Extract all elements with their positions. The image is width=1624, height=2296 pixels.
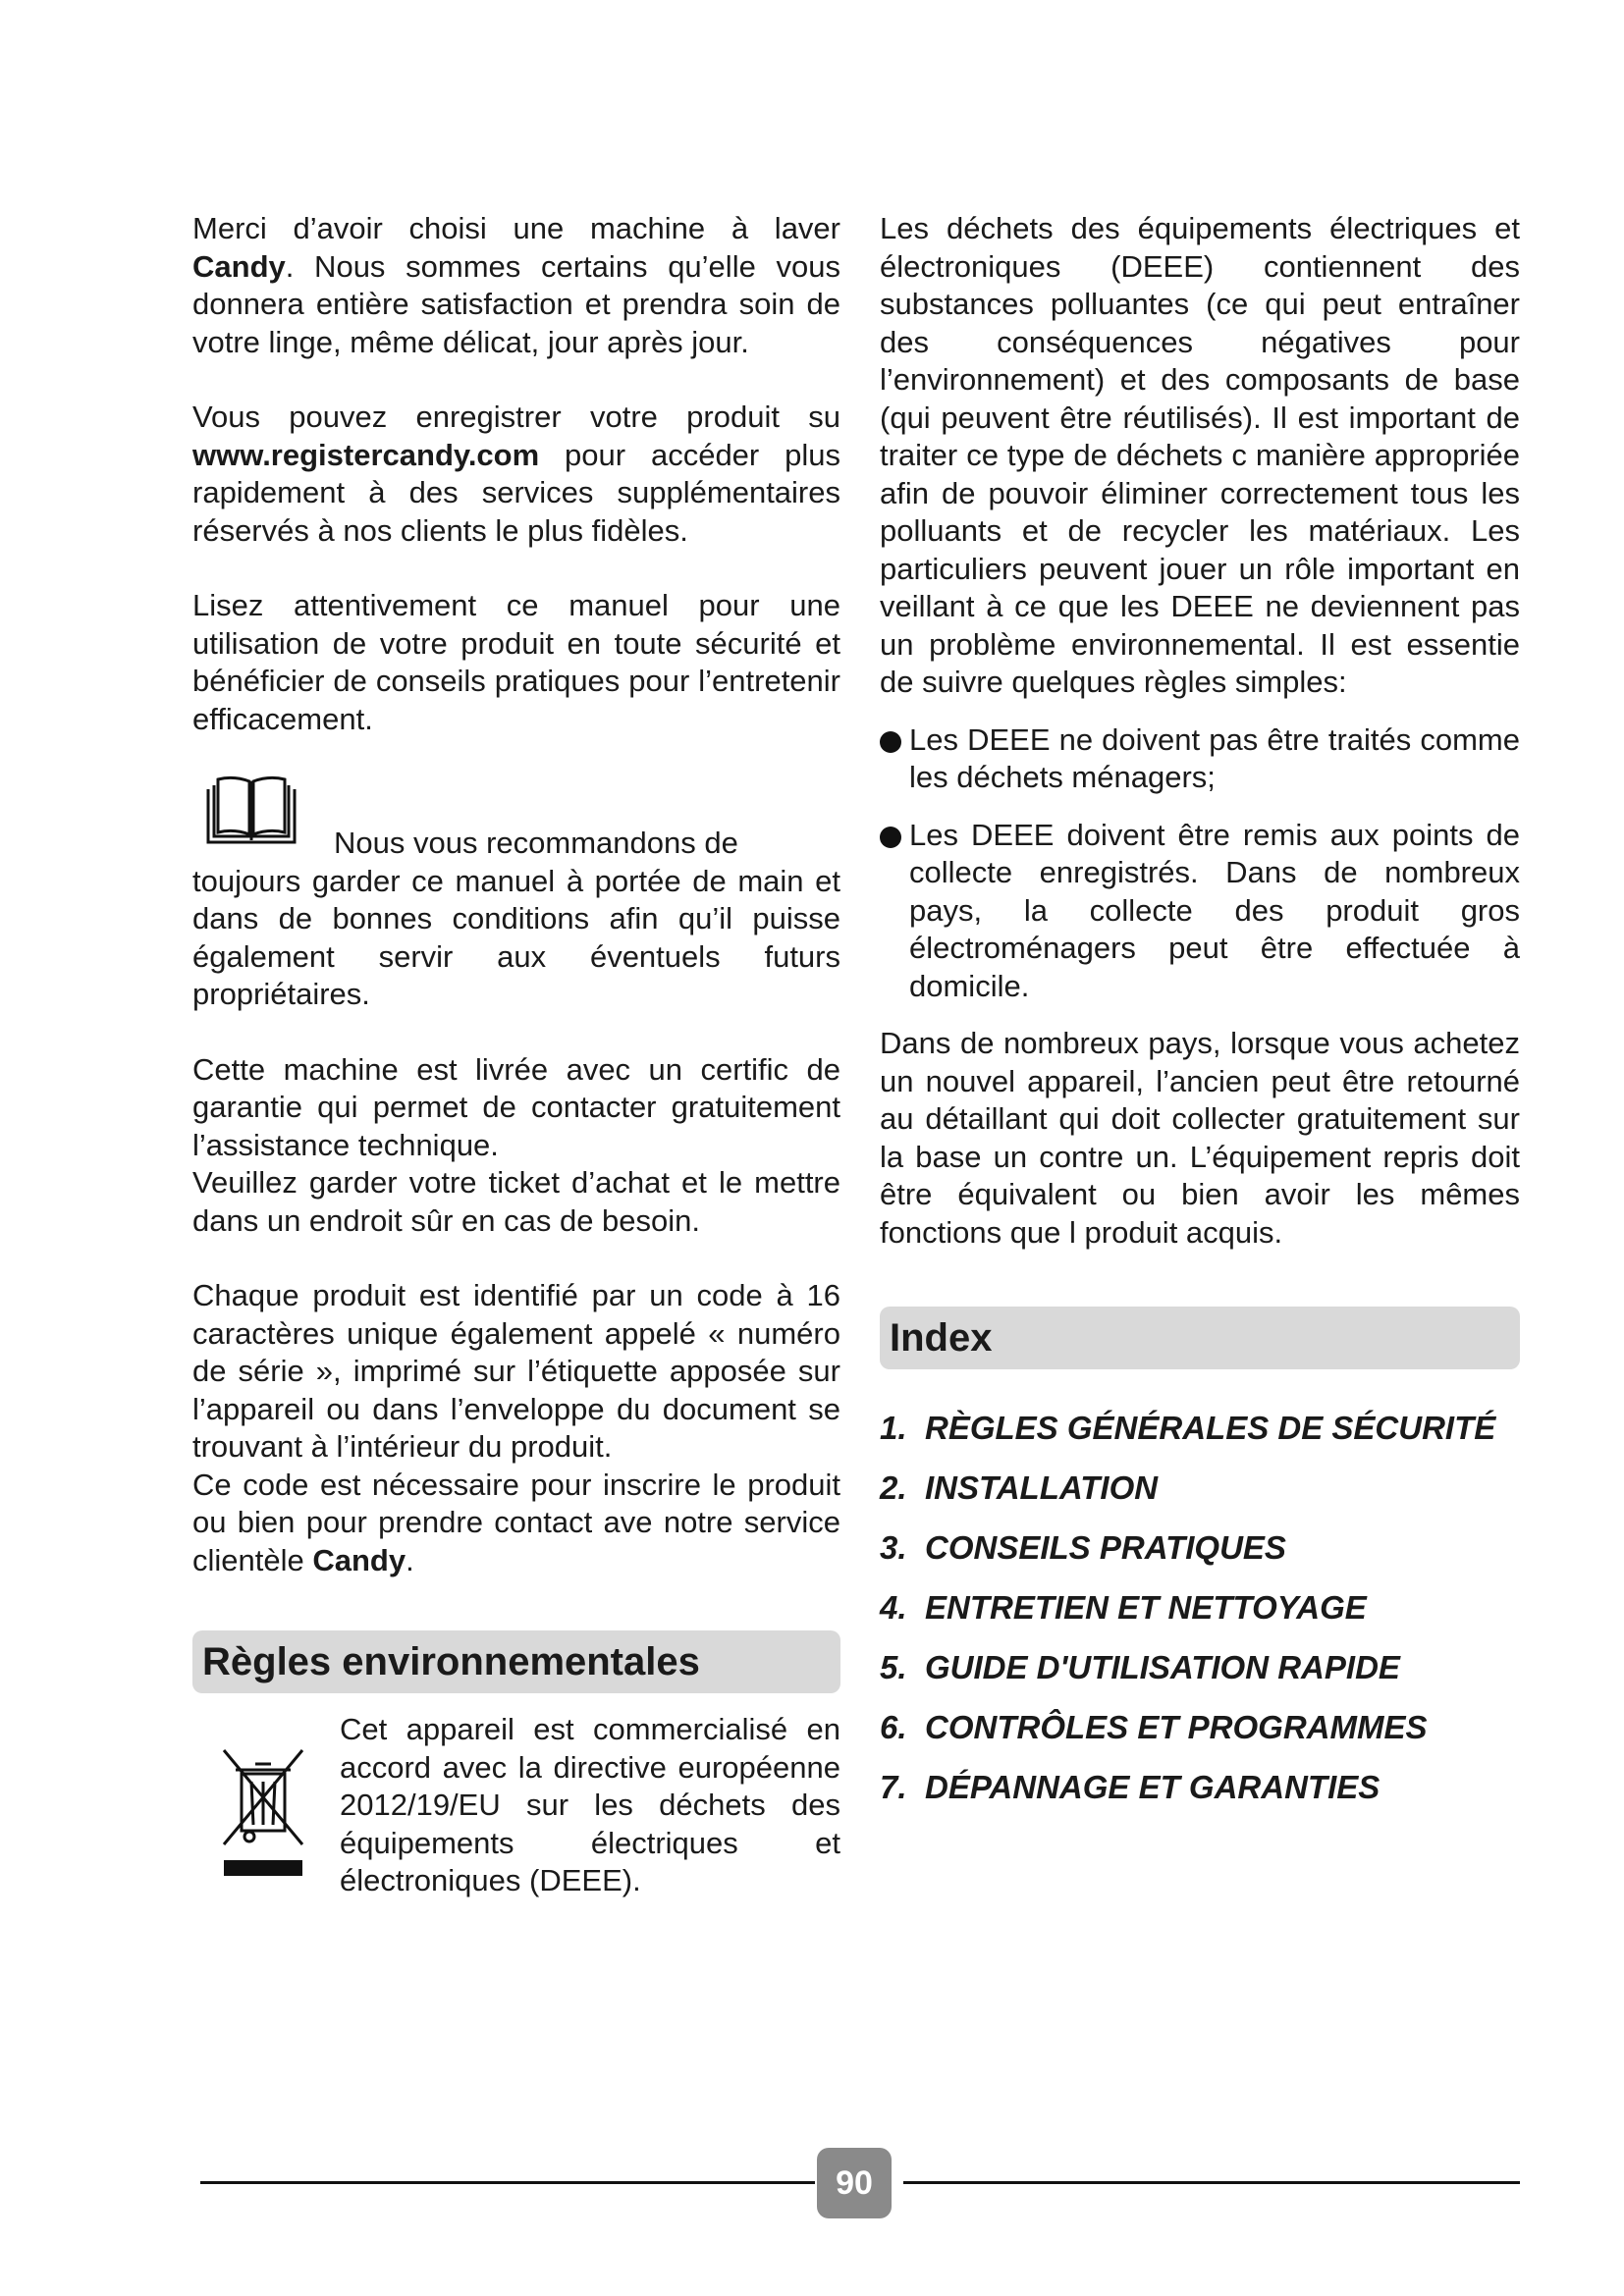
index-item-label: CONTRÔLES ET PROGRAMMES — [925, 1709, 1428, 1745]
index-item-label: ENTRETIEN ET NETTOYAGE — [925, 1589, 1367, 1626]
read-manual-paragraph: Lisez attentivement ce manuel pour une utilisation de votre produit en toute sécurité et bénéficier de conseils pratiques pour l’entretenir efficacement. — [192, 588, 840, 736]
bullet-icon — [880, 827, 901, 848]
weee-explanation-paragraph: Les déchets des équipements électriques et électroniques (DEEE) contiennent des substances polluantes (ce qui peut entraîner des conséquences négatives pour l’environnement) et des composants de base (qui peuvent être réutilisés). Il est important de traiter ce type de déchets c manière appropriée afin de pouvoir éliminer correctement tous les polluants et de recycler les matériaux. Les particuliers peuvent jouer un rôle important en veillant à ce que les DEEE ne deviennent pas un problème environnemental. Il est essentie de suivre quelques règles simples: — [880, 211, 1520, 699]
index-item-number: 6. — [880, 1709, 907, 1745]
environment-section-title: Règles environnementales — [202, 1639, 700, 1683]
index-item-general-safety[interactable] — [880, 1409, 1520, 1448]
index-item-controls-programs[interactable] — [880, 1708, 1520, 1747]
footer-divider-left — [200, 2181, 815, 2184]
index-item-label: CONSEILS PRATIQUES — [925, 1529, 1286, 1566]
index-list — [880, 1409, 1520, 1807]
register-paragraph — [192, 399, 840, 550]
index-item-number: 3. — [880, 1529, 907, 1566]
bullet-icon — [880, 731, 901, 753]
manual-notice-first-line: Nous vous recommandons de — [334, 826, 738, 860]
brand-name: Candy — [192, 248, 286, 284]
customer-service-text-2: . — [406, 1542, 414, 1577]
receipt-paragraph: Veuillez garder votre ticket d’achat et le mettre dans un endroit sûr en cas de besoin. — [192, 1165, 840, 1238]
index-item-label: GUIDE D'UTILISATION RAPIDE — [925, 1649, 1400, 1685]
index-item-quick-guide[interactable] — [880, 1648, 1520, 1687]
manual-notice — [192, 775, 840, 1014]
environment-section-header — [192, 1630, 840, 1693]
index-item-label: DÉPANNAGE ET GARANTIES — [925, 1769, 1380, 1805]
index-section-title: Index — [890, 1315, 993, 1360]
customer-service-paragraph — [192, 1467, 840, 1580]
retailer-return-paragraph: Dans de nombreux pays, lorsque vous achetez un nouvel appareil, l’ancien peut être retourné au détaillant qui doit collecter gratuitement sur la base un contre un. L’équipement repris doit être équivalent ou bien avoir les mêmes fonctions que l produit acquis. — [880, 1026, 1520, 1250]
index-item-label: RÈGLES GÉNÉRALES DE SÉCURITÉ — [925, 1410, 1496, 1446]
index-item-label: INSTALLATION — [925, 1469, 1159, 1506]
serial-paragraph: Chaque produit est identifié par un code à 16 caractères unique également appelé « numéro de série », imprimé sur l’étiquette apposée sur l’appareil ou dans l’enveloppe du document se trouvant à l’intérieur du produit. — [192, 1278, 840, 1464]
intro-text-2: . Nous sommes certains qu’elle vous donnera entière satisfaction et prendra soin de votre linge, même délicat, jour après jour. — [192, 248, 840, 359]
crossed-out-bin-icon — [220, 1746, 306, 1880]
list-item — [880, 817, 1520, 1006]
index-item-number: 4. — [880, 1589, 907, 1626]
register-text-2: pour accéder plus rapidement à des services supplémentaires réservés à nos clients le plus fidèles. — [192, 437, 840, 548]
warranty-paragraph: Cette machine est livrée avec un certific de garantie qui permet de contacter gratuitement l’assistance technique. — [192, 1051, 840, 1162]
manual-notice-text: toujours garder ce manuel à portée de main et dans de bonnes conditions afin qu’il puisse également servir aux éventuels futurs propriétaires. — [192, 863, 840, 1011]
intro-text-1: Merci d’avoir choisi une machine à laver — [192, 211, 840, 245]
open-book-icon — [206, 775, 297, 844]
index-section-header — [880, 1307, 1520, 1369]
register-link[interactable]: www.registercandy.com — [192, 437, 540, 472]
right-column — [880, 210, 1520, 1828]
list-item — [880, 721, 1520, 797]
index-item-maintenance[interactable] — [880, 1588, 1520, 1628]
weee-directive-text: Cet appareil est commercialisé en accord avec la directive européenne 2012/19/EU sur les déchets des équipements électriques et électroniques (DEEE). — [340, 1712, 840, 1897]
list-item-text: Les DEEE ne doivent pas être traités comme les déchets ménagers; — [909, 721, 1520, 794]
index-item-number: 5. — [880, 1649, 907, 1685]
weee-notice — [192, 1711, 840, 1900]
index-item-number: 2. — [880, 1469, 907, 1506]
index-item-practical-tips[interactable] — [880, 1528, 1520, 1568]
index-item-number: 1. — [880, 1410, 907, 1446]
footer-divider-right — [903, 2181, 1520, 2184]
index-item-troubleshooting[interactable] — [880, 1768, 1520, 1807]
page-number: 90 — [817, 2148, 892, 2218]
list-item-text: Les DEEE doivent être remis aux points de collecte enregistrés. Dans de nombreux pays, la collecte des produit gros électroménagers peut être effectuée à domicile. — [909, 817, 1520, 1003]
customer-service-text-1: Ce code est nécessaire pour inscrire le produit ou bien pour prendre contact ave notre service clientèle — [192, 1467, 840, 1577]
brand-name: Candy — [312, 1542, 406, 1577]
left-column — [192, 210, 840, 1900]
register-text-1: Vous pouvez enregistrer votre produit su — [192, 400, 840, 434]
index-item-installation[interactable] — [880, 1468, 1520, 1508]
intro-paragraph — [192, 210, 840, 361]
index-item-number: 7. — [880, 1769, 907, 1805]
